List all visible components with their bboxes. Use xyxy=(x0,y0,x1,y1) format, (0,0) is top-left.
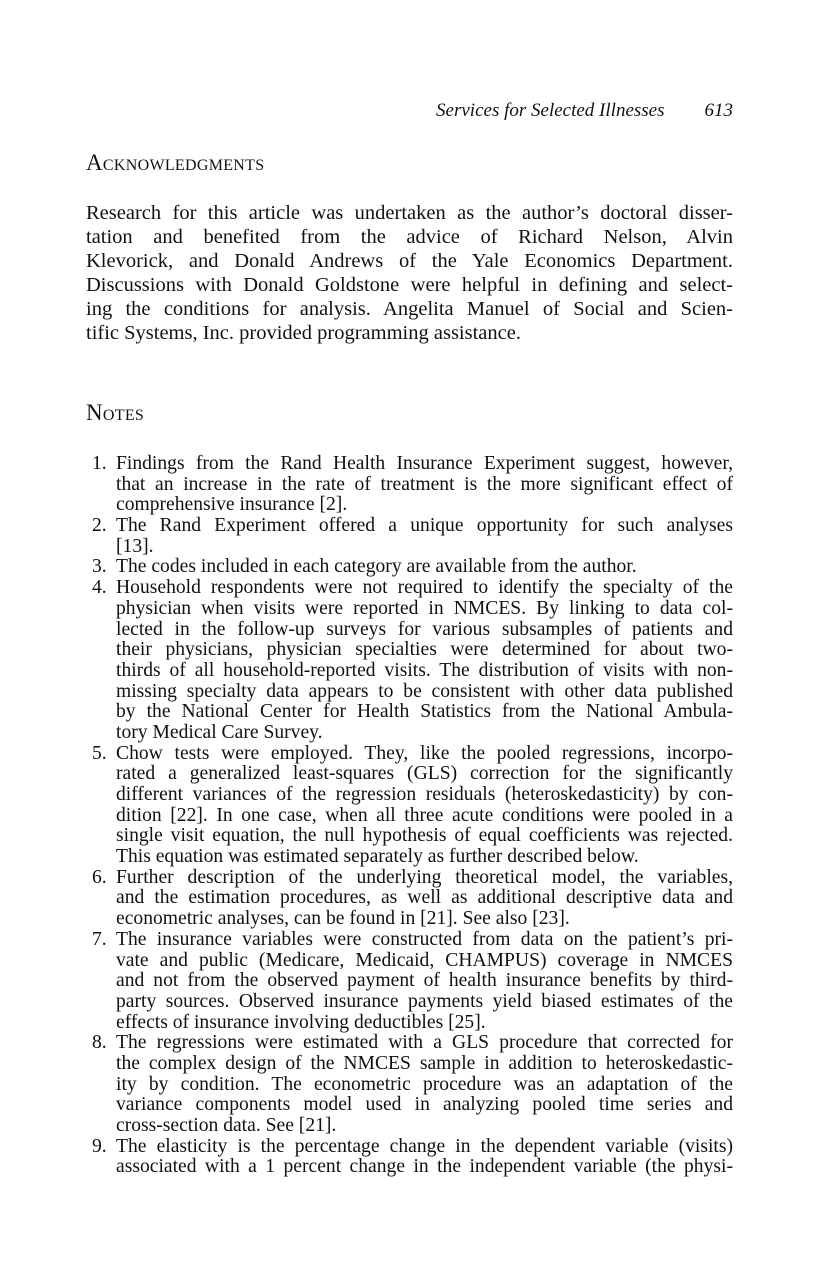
note-line: different variances of the regression residuals (heteroskedasticity) by con- xyxy=(116,784,733,805)
note-item xyxy=(86,1137,733,1178)
note-line: missing specialty data appears to be consistent with other data published xyxy=(116,680,733,702)
page-number: 613 xyxy=(704,100,733,121)
note-line: [13]. xyxy=(116,535,154,557)
paragraph-line: Klevorick, and Donald Andrews of the Yale Economics Department. xyxy=(86,250,733,272)
note-line: This equation was estimated separately as further described below. xyxy=(116,846,639,868)
note-line: by the National Center for Health Statistics from the National Ambula- xyxy=(116,701,733,723)
note-line: that an increase in the rate of treatment is the more significant effect of xyxy=(116,473,733,495)
running-head-title: Services for Selected Illnesses xyxy=(436,100,665,121)
note-line: party sources. Observed insurance payments yield biased estimates of the xyxy=(116,990,733,1012)
running-head xyxy=(86,100,733,122)
note-line: The codes included in each category are available from the author. xyxy=(116,556,637,578)
note-line: cross-section data. See [21]. xyxy=(116,1115,337,1136)
note-number: 7. xyxy=(92,928,107,950)
paragraph-line: Research for this article was undertaken as the author’s doctoral disser- xyxy=(86,202,733,224)
note-line: The insurance variables were constructed from data on the patient’s pri- xyxy=(116,928,733,950)
note-line: Further description of the underlying theoretical model, the variables, xyxy=(116,866,733,888)
note-item xyxy=(86,454,733,516)
note-item xyxy=(86,557,733,578)
note-number: 9. xyxy=(92,1135,107,1157)
note-line: physician when visits were reported in NMCES. By linking to data col- xyxy=(116,597,733,619)
paragraph-line: tation and benefited from the advice of Richard Nelson, Alvin xyxy=(86,226,733,248)
note-number: 1. xyxy=(92,453,107,474)
note-item xyxy=(86,1033,733,1136)
note-item xyxy=(86,516,733,557)
note-number: 2. xyxy=(92,515,107,537)
notes-list xyxy=(86,454,733,1178)
note-line: ity by condition. The econometric procedure was an adaptation of the xyxy=(116,1073,733,1095)
note-line: rated a generalized least-squares (GLS) correction for the significantly xyxy=(116,763,733,785)
note-line: dition [22]. In one case, when all three acute conditions were pooled in a xyxy=(116,804,733,826)
note-line: econometric analyses, can be found in [21]. See also [23]. xyxy=(116,908,570,930)
acknowledgments-paragraph xyxy=(86,201,733,345)
note-line: and not from the observed payment of health insurance benefits by third- xyxy=(116,970,733,992)
note-number: 6. xyxy=(92,866,107,888)
note-line: Findings from the Rand Health Insurance Experiment suggest, however, xyxy=(116,453,733,474)
note-item xyxy=(86,930,733,1033)
note-item xyxy=(86,578,733,744)
note-number: 8. xyxy=(92,1032,107,1054)
note-line: variance components model used in analyzing pooled time series and xyxy=(116,1094,733,1116)
note-line: associated with a 1 percent change in the independent variable (the physi- xyxy=(116,1156,733,1178)
paragraph-line: ing the conditions for analysis. Angelita Manuel of Social and Scien- xyxy=(86,298,733,320)
note-number: 3. xyxy=(92,556,107,578)
note-line: single visit equation, the null hypothesis of equal coefficients was rejected. xyxy=(116,825,733,847)
note-number: 5. xyxy=(92,742,107,764)
notes-heading: Notes xyxy=(86,400,145,425)
paragraph-line: Discussions with Donald Goldstone were helpful in defining and select- xyxy=(86,274,733,296)
note-line: lected in the follow-up surveys for various subsamples of patients and xyxy=(116,618,733,640)
note-line: their physicians, physician specialties were determined for about two- xyxy=(116,639,733,661)
note-line: comprehensive insurance [2]. xyxy=(116,494,348,516)
note-number: 4. xyxy=(92,577,107,599)
note-line: The elasticity is the percentage change in the dependent variable (visits) xyxy=(116,1135,733,1157)
note-line: and the estimation procedures, as well as additional descriptive data and xyxy=(116,887,733,909)
note-line: effects of insurance involving deductibles [25]. xyxy=(116,1011,486,1033)
note-line: thirds of all household-reported visits. The distribution of visits with non- xyxy=(116,659,733,681)
note-line: vate and public (Medicare, Medicaid, CHAMPUS) coverage in NMCES xyxy=(116,949,733,971)
paragraph-line: tific Systems, Inc. provided programming assistance. xyxy=(86,322,521,344)
note-line: Household respondents were not required to identify the specialty of the xyxy=(116,577,733,599)
note-line: The regressions were estimated with a GLS procedure that corrected for xyxy=(116,1032,733,1054)
note-item xyxy=(86,744,733,868)
acknowledgments-heading: Acknowledgments xyxy=(86,150,265,175)
note-line: The Rand Experiment offered a unique opportunity for such analyses xyxy=(116,515,733,537)
note-item xyxy=(86,868,733,930)
note-line: Chow tests were employed. They, like the pooled regressions, incorpo- xyxy=(116,742,733,764)
note-line: the complex design of the NMCES sample in addition to heteroskedastic- xyxy=(116,1052,733,1074)
note-line: tory Medical Care Survey. xyxy=(116,721,323,743)
